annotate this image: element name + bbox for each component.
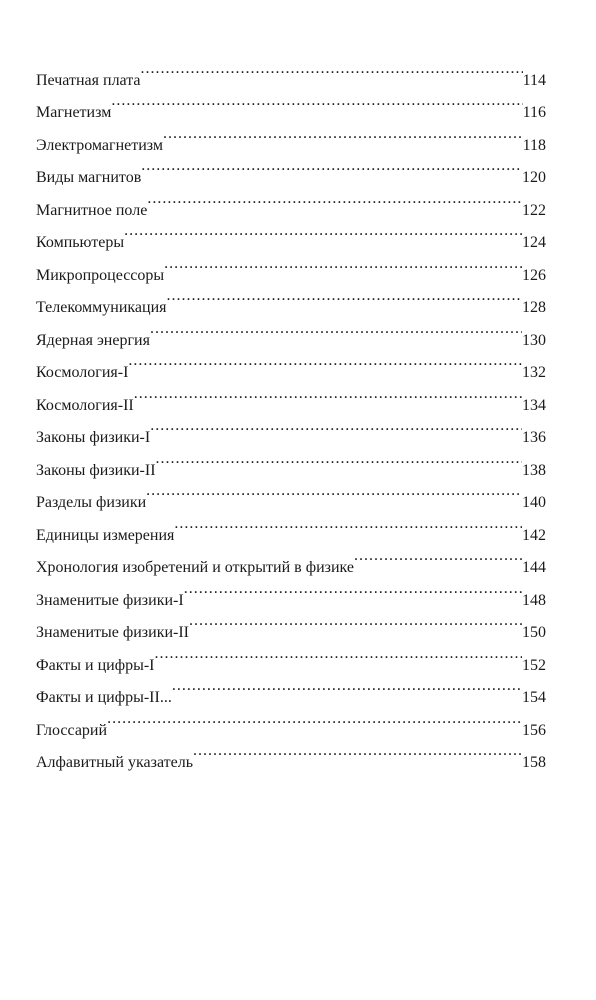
toc-entry-title: Телекоммуникация (36, 299, 167, 316)
toc-entry-title: Факты и цифры-II... (36, 689, 172, 706)
toc-entry (36, 52, 546, 89)
toc-entry-page: 132 (522, 364, 546, 381)
toc-entry (36, 117, 546, 154)
dot-leader (128, 345, 522, 378)
toc-entry-title: Знаменитые физики-II (36, 624, 190, 641)
toc-entry-title: Алфавитный указатель (36, 754, 194, 771)
toc-entry-page: 138 (522, 461, 546, 479)
toc-entry-title: Виды магнитов (36, 169, 142, 186)
toc-entry-title: Электромагнетизм (36, 136, 163, 154)
toc-entry-title: Магнитное поле (36, 201, 148, 219)
dot-leader (156, 442, 522, 475)
toc-entry-title: Глоссарий (36, 721, 108, 739)
dot-leader (167, 280, 523, 313)
toc-entry (36, 735, 546, 771)
toc-entry-title: Космология-I (36, 364, 129, 381)
toc-entry-page: 122 (522, 201, 546, 219)
toc-entry (36, 702, 546, 739)
toc-entry-page: 158 (522, 754, 546, 771)
dot-leader (147, 182, 522, 215)
dot-leader (111, 85, 522, 118)
toc-entry-page: 148 (522, 591, 546, 609)
dot-leader (150, 312, 522, 345)
toc-entry-title: Компьютеры (36, 234, 125, 251)
toc-entry-title: Единицы измерения (36, 526, 175, 544)
dot-leader (189, 605, 522, 638)
toc-entry-page: 154 (522, 689, 546, 706)
dot-leader (134, 377, 522, 410)
toc-entry-page: 144 (522, 559, 546, 576)
toc-entry-page: 116 (522, 104, 546, 121)
dot-leader (155, 637, 522, 670)
dot-leader (174, 507, 522, 540)
toc-entry-page: 156 (522, 721, 546, 739)
toc-entry-page: 134 (522, 396, 546, 414)
dot-leader (124, 215, 522, 248)
toc-entry-page: 130 (522, 331, 546, 349)
toc-entry-page: 126 (522, 266, 546, 284)
dot-leader (141, 150, 522, 183)
dot-leader (146, 475, 522, 508)
dot-leader (172, 670, 522, 703)
dot-leader (141, 52, 523, 85)
toc-entry-title: Факты и цифры-I (36, 656, 155, 674)
dot-leader (164, 247, 522, 280)
toc-entry-page: 114 (522, 71, 546, 89)
toc-entry-page: 152 (522, 656, 546, 674)
dot-leader (163, 117, 523, 150)
dot-leader (354, 540, 522, 573)
dot-leader (184, 572, 522, 605)
toc-entry-title: Знаменитые физики-I (36, 591, 184, 609)
toc-entry-page: 142 (522, 526, 546, 544)
toc-entry-page: 136 (522, 429, 546, 446)
dot-leader (107, 702, 522, 735)
toc-entry-title: Законы физики-II (36, 461, 156, 479)
toc-entry-page: 124 (522, 234, 546, 251)
toc-entry-title: Магнетизм (36, 104, 112, 121)
toc-entry-title: Печатная плата (36, 71, 141, 89)
toc-entry (36, 85, 546, 121)
toc-entry-title: Космология-II (36, 396, 134, 414)
toc-entry-title: Хронология изобретений и открытий в физике (36, 559, 355, 576)
toc-entry-page: 128 (522, 299, 546, 316)
toc-entry-page: 140 (522, 494, 546, 511)
table-of-contents (36, 52, 546, 771)
toc-entry-page: 120 (522, 169, 546, 186)
toc-entry-title: Ядерная энергия (36, 331, 150, 349)
toc-entry-page: 118 (522, 136, 546, 154)
toc-entry-page: 150 (522, 624, 546, 641)
toc-entry-title: Законы физики-I (36, 429, 151, 446)
dot-leader (150, 410, 522, 443)
toc-entry-title: Микропроцессоры (36, 266, 165, 284)
toc-entry-title: Разделы физики (36, 494, 147, 511)
dot-leader (193, 735, 522, 768)
